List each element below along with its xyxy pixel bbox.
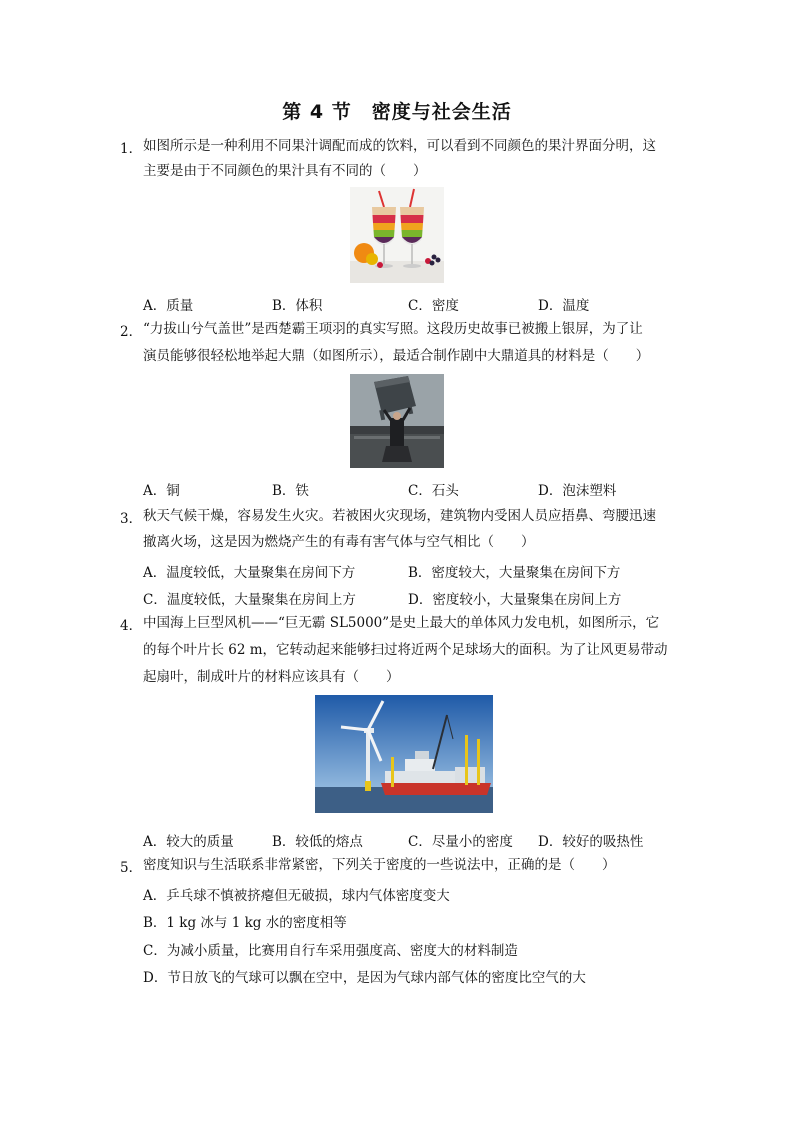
question-5-option-a: A．乒乓球不慎被挤瘪但无破损，球内气体密度变大 (143, 888, 450, 904)
question-2-line-1: “力拔山兮气盖世”是西楚霸王项羽的真实写照。这段历史故事已被搬上银屏，为了让 (143, 321, 643, 337)
question-4-number: 4． (120, 618, 143, 634)
question-5-option-d: D．节日放飞的气球可以飘在空中，是因为气球内部气体的密度比空气的大 (143, 970, 586, 986)
question-4-option-a: A．较大的质量 (143, 834, 234, 850)
question-5-option-b: B．1 kg 冰与 1 kg 水的密度相等 (143, 915, 347, 931)
cauldron-lift-image (350, 374, 444, 468)
question-5-line-1: 密度知识与生活联系非常紧密，下列关于密度的一些说法中，正确的是（ ） (143, 857, 616, 873)
question-5-option-c: C．为减小质量，比赛用自行车采用强度高、密度大的材料制造 (143, 943, 518, 959)
question-3-option-d: D．密度较小，大量聚集在房间上方 (408, 592, 622, 608)
question-2-option-b: B．铁 (272, 483, 309, 499)
question-2-option-d: D．泡沫塑料 (538, 483, 617, 499)
question-2-option-a: A．铜 (143, 483, 180, 499)
question-3-option-a: A．温度较低，大量聚集在房间下方 (143, 565, 356, 581)
question-1-line-2: 主要是由于不同颜色的果汁具有不同的（ ） (143, 163, 427, 179)
question-1-number: 1． (120, 141, 143, 157)
question-4-option-d: D．较好的吸热性 (538, 834, 644, 850)
question-2-option-c: C．石头 (408, 483, 459, 499)
question-4-option-c: C．尽量小的密度 (408, 834, 513, 850)
question-4-line-2: 的每个叶片长 62 m，它转动起来能够扫过将近两个足球场大的面积。为了让风更易带动 (143, 642, 668, 658)
question-2-number: 2． (120, 324, 143, 340)
question-3-option-c: C．温度较低，大量聚集在房间上方 (143, 592, 356, 608)
juice-drink-image (350, 187, 444, 283)
question-2-line-2: 演员能够很轻松地举起大鼎（如图所示），最适合制作剧中大鼎道具的材料是（ ） (143, 348, 650, 364)
question-1-line-1: 如图所示是一种利用不同果汁调配而成的饮料，可以看到不同颜色的果汁界面分明，这 (143, 138, 656, 154)
question-5-number: 5． (120, 860, 143, 876)
question-1-option-d: D．温度 (538, 298, 590, 314)
question-3-option-b: B．密度较大，大量聚集在房间下方 (408, 565, 621, 581)
question-4-line-3: 起扇叶，制成叶片的材料应该具有（ ） (143, 669, 400, 685)
question-1-option-a: A．质量 (143, 298, 194, 314)
wind-turbine-image (315, 695, 493, 813)
page-title: 第 4 节 密度与社会生活 (282, 101, 512, 123)
question-4-option-b: B．较低的熔点 (272, 834, 363, 850)
question-3-line-1: 秋天气候干燥，容易发生火灾。若被困火灾现场，建筑物内受困人员应捂鼻、弯腰迅速 (143, 508, 656, 524)
question-3-number: 3． (120, 511, 143, 527)
question-4-line-1: 中国海上巨型风机——“巨无霸 SL5000”是史上最大的单体风力发电机，如图所示，它 (143, 615, 660, 631)
question-1-option-c: C．密度 (408, 298, 459, 314)
question-1-option-b: B．体积 (272, 298, 323, 314)
question-3-line-2: 撤离火场，这是因为燃烧产生的有毒有害气体与空气相比（ ） (143, 534, 535, 550)
